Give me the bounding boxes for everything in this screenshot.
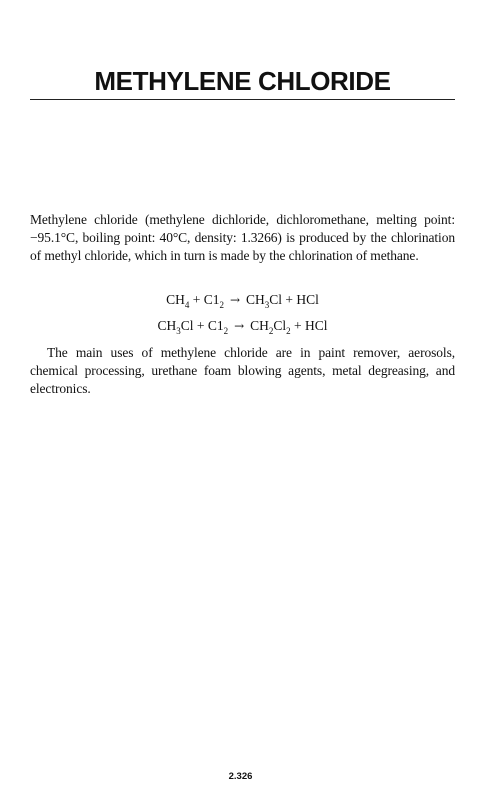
uses-paragraph: The main uses of methylene chloride are in paint remover, aerosols, chemical processing, urethane foam blowing agents, metal degreasing, and electronics.	[30, 345, 455, 396]
page-title: METHYLENE CHLORIDE	[94, 66, 391, 96]
reaction-arrow-icon: →	[234, 319, 245, 333]
equation-1-products: $CH_3Cl$ + HCl	[246, 292, 319, 310]
equation-1-reactants: $CH_4 + C1_2$	[166, 292, 224, 310]
title-rule	[30, 99, 455, 100]
equation-2-reactants: $CH_3Cl + C1_2$	[157, 318, 229, 336]
intro-paragraph: Methylene chloride (methylene dichloride, dichloromethane, melting point: −95.1°C, boiling point: 40°C, density: 1.3266) is produced by the chlorination of methyl chloride, which in turn is made by the chlorination of methane.	[30, 212, 455, 263]
chlorination-equation-2	[30, 317, 455, 336]
page-number: 2.326	[228, 771, 253, 782]
reaction-arrow-icon: →	[229, 293, 241, 307]
equation-2-products: $CH_2Cl_2$ + HCl	[250, 318, 328, 336]
chlorination-equation-1	[30, 291, 455, 310]
